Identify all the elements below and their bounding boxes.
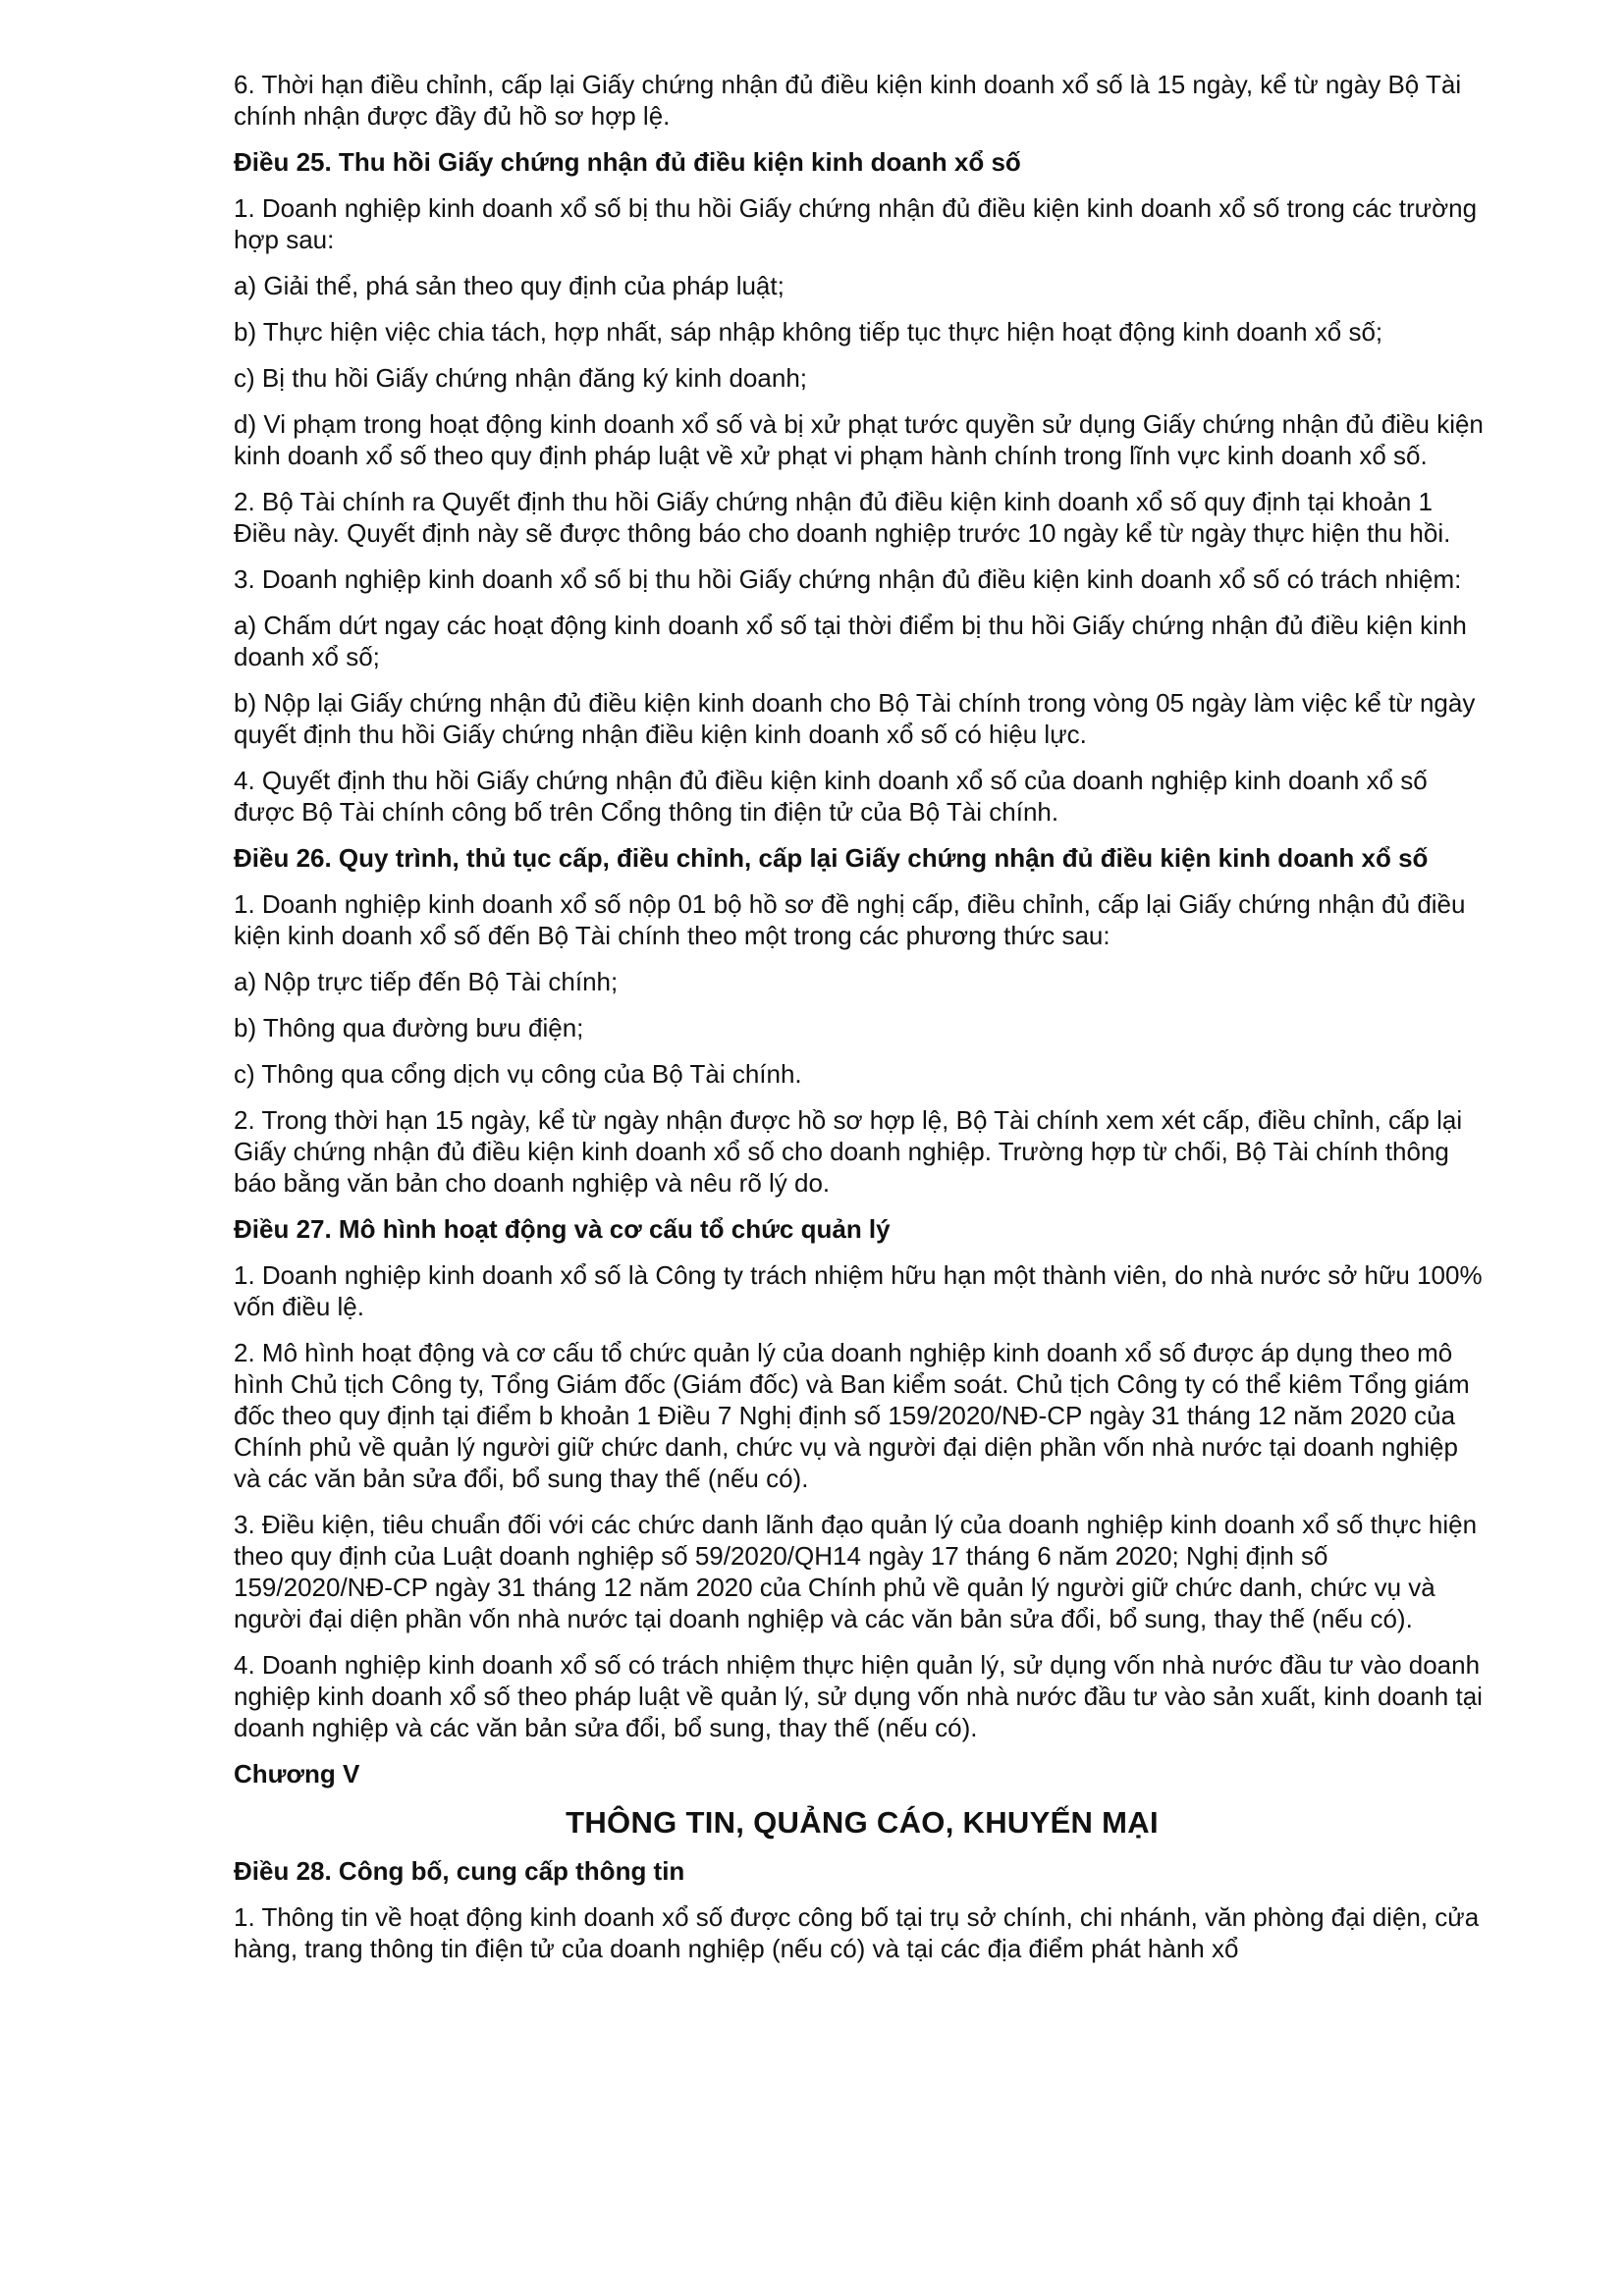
clause-25-4: 4. Quyết định thu hồi Giấy chứng nhận đủ điều kiện kinh doanh xổ số của doanh nghiệp kinh doanh xổ số được Bộ Tài chính công bố trên Cổng thông tin điện tử của Bộ Tài chính. — [234, 766, 1428, 827]
chapter-label: Chương V — [234, 1759, 360, 1789]
clause-26-1: 1. Doanh nghiệp kinh doanh xổ số nộp 01 bộ hồ sơ đề nghị cấp, điều chỉnh, cấp lại Giấy chứng nhận đủ điều kiện kinh doanh xổ số đến Bộ Tài chính theo một trong các phương thức sau: — [234, 889, 1466, 950]
chapter-title: THÔNG TIN, QUẢNG CÁO, KHUYẾN MẠI — [566, 1805, 1159, 1840]
article-27-heading: Điều 27. Mô hình hoạt động và cơ cấu tổ chức quản lý — [234, 1214, 891, 1244]
clause-26-1-b: b) Thông qua đường bưu điện; — [234, 1013, 584, 1042]
clause-25-2: 2. Bộ Tài chính ra Quyết định thu hồi Giấy chứng nhận đủ điều kiện kinh doanh xổ số quy định tại khoản 1 Điều này. Quyết định này sẽ được thông báo cho doanh nghiệp trước 10 ngày kể từ ngày thực hiện thu hồi. — [234, 487, 1451, 548]
clause-25-3-a: a) Chấm dứt ngay các hoạt động kinh doanh xổ số tại thời điểm bị thu hồi Giấy chứng nhận đủ điều kiện kinh doanh xổ số; — [234, 611, 1467, 671]
clause-24-6: 6. Thời hạn điều chỉnh, cấp lại Giấy chứng nhận đủ điều kiện kinh doanh xổ số là 15 ngày, kể từ ngày Bộ Tài chính nhận được đầy đủ hồ sơ hợp lệ. — [234, 70, 1462, 131]
clause-27-4: 4. Doanh nghiệp kinh doanh xổ số có trách nhiệm thực hiện quản lý, sử dụng vốn nhà nước đầu tư vào doanh nghiệp kinh doanh xổ số theo pháp luật về quản lý, sử dụng vốn nhà nước đầu tư vào sản xuất, kinh doanh tại doanh nghiệp và các văn bản sửa đổi, bổ sung, thay thế (nếu có). — [234, 1650, 1483, 1742]
clause-25-1-c: c) Bị thu hồi Giấy chứng nhận đăng ký kinh doanh; — [234, 363, 807, 393]
clause-25-3-b: b) Nộp lại Giấy chứng nhận đủ điều kiện kinh doanh cho Bộ Tài chính trong vòng 05 ngày làm việc kể từ ngày quyết định thu hồi Giấy chứng nhận điều kiện kinh doanh xổ số có hiệu lực. — [234, 688, 1476, 749]
clause-26-1-c: c) Thông qua cổng dịch vụ công của Bộ Tài chính. — [234, 1059, 802, 1089]
clause-25-3: 3. Doanh nghiệp kinh doanh xổ số bị thu hồi Giấy chứng nhận đủ điều kiện kinh doanh xổ số có trách nhiệm: — [234, 564, 1462, 594]
clause-27-1: 1. Doanh nghiệp kinh doanh xổ số là Công ty trách nhiệm hữu hạn một thành viên, do nhà nước sở hữu 100% vốn điều lệ. — [234, 1260, 1483, 1321]
clause-28-1: 1. Thông tin về hoạt động kinh doanh xổ số được công bố tại trụ sở chính, chi nhánh, văn phòng đại diện, cửa hàng, trang thông tin điện tử của doanh nghiệp (nếu có) và tại các địa điểm phát hành xổ — [234, 1902, 1480, 1963]
clause-27-3: 3. Điều kiện, tiêu chuẩn đối với các chức danh lãnh đạo quản lý của doanh nghiệp kinh doanh xổ số thực hiện theo quy định của Luật doanh nghiệp số 59/2020/QH14 ngày 17 tháng 6 năm 2020; Nghị định số 159/2020/NĐ-CP ngày 31 tháng 12 năm 2020 của Chính phủ về quản lý người giữ chức danh, chức vụ và người đại diện phần vốn nhà nước tại doanh nghiệp và các văn bản sửa đổi, bổ sung, thay thế (nếu có). — [234, 1510, 1478, 1633]
clause-25-1-b: b) Thực hiện việc chia tách, hợp nhất, sáp nhập không tiếp tục thực hiện hoạt động kinh doanh xổ số; — [234, 317, 1383, 347]
clause-25-1-d: d) Vi phạm trong hoạt động kinh doanh xổ số và bị xử phạt tước quyền sử dụng Giấy chứng nhận đủ điều kiện kinh doanh xổ số theo quy định pháp luật về xử phạt vi phạm hành chính trong lĩnh vực kinh doanh xổ số. — [234, 409, 1484, 470]
article-28-heading: Điều 28. Công bố, cung cấp thông tin — [234, 1856, 685, 1886]
clause-26-2: 2. Trong thời hạn 15 ngày, kể từ ngày nhận được hồ sơ hợp lệ, Bộ Tài chính xem xét cấp, điều chỉnh, cấp lại Giấy chứng nhận đủ điều kiện kinh doanh xổ số cho doanh nghiệp. Trường hợp từ chối, Bộ Tài chính thông báo bằng văn bản cho doanh nghiệp và nêu rõ lý do. — [234, 1105, 1463, 1198]
document-page — [234, 69, 1490, 1979]
clause-25-1-a: a) Giải thể, phá sản theo quy định của pháp luật; — [234, 271, 785, 300]
clause-27-2: 2. Mô hình hoạt động và cơ cấu tổ chức quản lý của doanh nghiệp kinh doanh xổ số được áp dụng theo mô hình Chủ tịch Công ty, Tổng Giám đốc (Giám đốc) và Ban kiểm soát. Chủ tịch Công ty có thể kiêm Tổng giám đốc theo quy định tại điểm b khoản 1 Điều 7 Nghị định số 159/2020/NĐ-CP ngày 31 tháng 12 năm 2020 của Chính phủ về quản lý người giữ chức danh, chức vụ và người đại diện phần vốn nhà nước tại doanh nghiệp và các văn bản sửa đổi, bổ sung thay thế (nếu có). — [234, 1338, 1470, 1493]
clause-25-1: 1. Doanh nghiệp kinh doanh xổ số bị thu hồi Giấy chứng nhận đủ điều kiện kinh doanh xổ số trong các trường hợp sau: — [234, 193, 1478, 254]
clause-26-1-a: a) Nộp trực tiếp đến Bộ Tài chính; — [234, 967, 619, 996]
article-25-heading: Điều 25. Thu hồi Giấy chứng nhận đủ điều kiện kinh doanh xổ số — [234, 147, 1021, 177]
article-26-heading: Điều 26. Quy trình, thủ tục cấp, điều chỉnh, cấp lại Giấy chứng nhận đủ điều kiện kinh doanh xổ số — [234, 843, 1429, 873]
